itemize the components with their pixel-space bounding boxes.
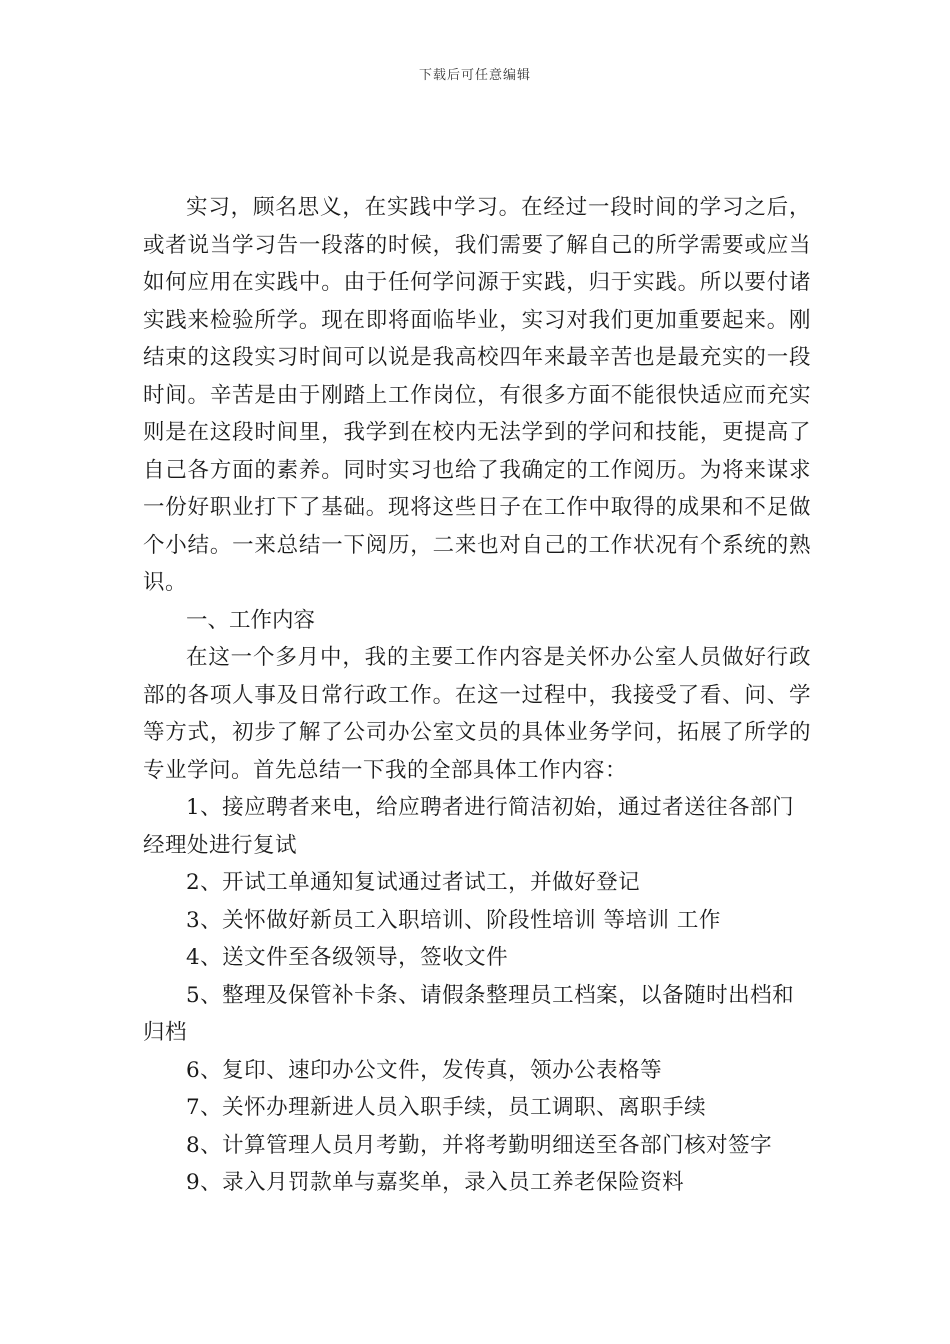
page-header: 下载后可任意编辑 [418, 68, 531, 83]
section-paragraph: 在这一个多月中，我的主要工作内容是关怀办公室人员做好行政部的各项人事及日常行政工作。在这一过程中，我接受了看、问、学等方式，初步了解了公司办公室文员的具体业务学问，拓展了所学的专业学问。首先总结一下我的全部具体工作内容： [143, 645, 811, 783]
list-item: 7、关怀办理新进人员入职手续，员工调职、离职手续 [186, 1095, 707, 1120]
intro-paragraph: 实习，顾名思义，在实践中学习。在经过一段时间的学习之后，或者说当学习告一段落的时候，我们需要了解自己的所学需要或应当如何应用在实践中。由于任何学问源于实践，归于实践。所以要付诸实践来检验所学。现在即将面临毕业，实习对我们更加重要起来。刚结束的这段实习时间可以说是我高校四年来最辛苦也是最充实的一段时间。辛苦是由于刚踏上工作岗位，有很多方面不能很快适应而充实则是在这段时间里，我学到在校内无法学到的学问和技能，更提高了自己各方面的素养。同时实习也给了我确定的工作阅历。为将来谋求一份好职业打下了基础。现将这些日子在工作中取得的成果和不足做个小结。一来总结一下阅历，二来也对自己的工作状况有个系统的熟识。 [143, 195, 811, 595]
list-item: 4、送文件至各级领导，签收文件 [186, 945, 509, 970]
list-item: 3、关怀做好新员工入职培训、阶段性培训 等培训 工作 [186, 907, 721, 933]
section-heading: 一、工作内容 [186, 607, 316, 633]
list-item: 6、复印、速印办公文件，发传真，领办公表格等 [186, 1057, 663, 1083]
list-item: 5、整理及保管补卡条、请假条整理员工档案，以备随时出档和归档 [143, 982, 795, 1045]
list-item: 9、录入月罚款单与嘉奖单，录入员工养老保险资料 [186, 1170, 685, 1195]
list-item: 1、接应聘者来电，给应聘者进行简洁初始，通过者送往各部门经理处进行复试 [143, 795, 795, 858]
work-item-list [143, 789, 811, 1202]
document-body [143, 189, 811, 1202]
list-item: 2、开试工单通知复试通过者试工，并做好登记 [186, 870, 641, 895]
list-item: 8、计算管理人员月考勤，并将考勤明细送至各部门核对签字 [186, 1132, 773, 1158]
